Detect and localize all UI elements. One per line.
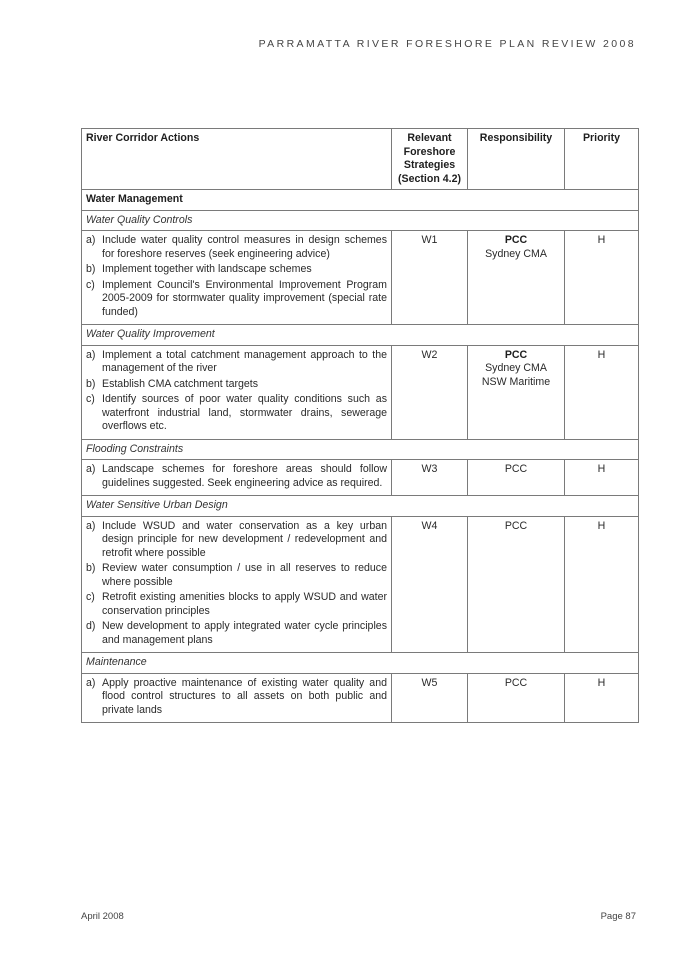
header-actions: River Corridor Actions bbox=[82, 129, 392, 190]
priority-cell: H bbox=[565, 516, 639, 653]
subsection-title: Water Sensitive Urban Design bbox=[82, 496, 639, 517]
responsibility-agency: PCC bbox=[504, 676, 528, 689]
strategy-cell: W1 bbox=[392, 231, 468, 325]
action-item bbox=[86, 263, 387, 277]
section-title: Water Management bbox=[82, 190, 639, 211]
action-item-label: a) bbox=[86, 348, 96, 361]
action-item-text: Retrofit existing amenities blocks to apply WSUD and water conservation principles bbox=[102, 591, 387, 617]
responsibility-agency: Sydney CMA bbox=[485, 362, 547, 374]
action-list bbox=[86, 349, 387, 434]
table-row bbox=[82, 345, 639, 439]
strategy-cell: W5 bbox=[392, 673, 468, 723]
action-item-label: c) bbox=[86, 393, 95, 405]
header-responsibility: Responsibility bbox=[468, 129, 565, 190]
actions-cell bbox=[82, 673, 392, 723]
action-item bbox=[86, 591, 387, 618]
subsection-title: Maintenance bbox=[82, 653, 639, 674]
action-item-text: Apply proactive maintenance of existing water quality and flood control structures to all assets on both public and private lands bbox=[102, 676, 387, 716]
action-item bbox=[86, 620, 387, 647]
action-item bbox=[86, 378, 387, 392]
actions-cell bbox=[82, 231, 392, 325]
action-item bbox=[86, 279, 387, 320]
action-item-text: Implement together with landscape schemes bbox=[102, 263, 312, 275]
action-item-label: a) bbox=[86, 234, 96, 246]
header-strategies-line: Strategies bbox=[403, 159, 456, 171]
action-item bbox=[86, 562, 387, 589]
subsection-row bbox=[82, 325, 639, 346]
priority-cell: H bbox=[565, 231, 639, 325]
action-item-text: Establish CMA catchment targets bbox=[102, 377, 259, 390]
action-item bbox=[86, 393, 387, 434]
action-item-label: a) bbox=[86, 676, 96, 689]
action-item-text: Identify sources of poor water quality conditions such as waterfront industrial land, stormwater drains, sewerage overflows etc. bbox=[102, 393, 387, 432]
action-item bbox=[86, 234, 387, 261]
action-item bbox=[86, 677, 387, 718]
action-item bbox=[86, 520, 387, 561]
footer-date: April 2008 bbox=[81, 911, 124, 922]
subsection-row bbox=[82, 439, 639, 460]
strategy-cell: W4 bbox=[392, 516, 468, 653]
header-priority: Priority bbox=[565, 129, 639, 190]
responsibility-cell bbox=[468, 345, 565, 439]
header-strategies-line: (Section 4.2) bbox=[398, 172, 461, 185]
responsibility-lead: PCC bbox=[504, 234, 528, 246]
header-strategies bbox=[392, 129, 468, 190]
responsibility-lead: PCC bbox=[504, 348, 528, 361]
responsibility-agency: PCC bbox=[504, 463, 528, 475]
actions-cell bbox=[82, 516, 392, 653]
action-item-label: d) bbox=[86, 620, 96, 632]
subsection-row bbox=[82, 496, 639, 517]
actions-cell bbox=[82, 345, 392, 439]
strategy-cell: W3 bbox=[392, 460, 468, 496]
actions-cell bbox=[82, 460, 392, 496]
action-item-text: Implement a total catchment management approach to the management of the river bbox=[102, 348, 387, 374]
action-list bbox=[86, 520, 387, 648]
page-header-title: PARRAMATTA RIVER FORESHORE PLAN REVIEW 2008 bbox=[258, 38, 636, 50]
subsection-row bbox=[82, 210, 639, 231]
action-list bbox=[86, 234, 387, 319]
action-item-text: Landscape schemes for foreshore areas should follow guidelines suggested. Seek engineering advice as required. bbox=[102, 463, 387, 489]
priority-cell: H bbox=[565, 345, 639, 439]
action-item-label: a) bbox=[86, 519, 96, 532]
action-list bbox=[86, 463, 387, 490]
action-item-text: Include water quality control measures in design schemes for foreshore reserves (seek engineering advice) bbox=[102, 234, 387, 260]
table-row bbox=[82, 231, 639, 325]
action-list bbox=[86, 677, 387, 718]
action-item-label: b) bbox=[86, 263, 96, 275]
responsibility-cell bbox=[468, 673, 565, 723]
responsibility-agency: PCC bbox=[504, 519, 528, 532]
responsibility-agency: NSW Maritime bbox=[481, 375, 551, 388]
priority-cell: H bbox=[565, 460, 639, 496]
responsibility-cell bbox=[468, 460, 565, 496]
action-item-label: c) bbox=[86, 278, 95, 291]
action-item bbox=[86, 463, 387, 490]
action-item-label: a) bbox=[86, 463, 96, 475]
action-item-text: New development to apply integrated water cycle principles and management plans bbox=[102, 620, 387, 646]
action-item-label: c) bbox=[86, 591, 95, 603]
table-row bbox=[82, 460, 639, 496]
responsibility-agency: Sydney CMA bbox=[485, 247, 547, 260]
table-row bbox=[82, 673, 639, 723]
subsection-title: Water Quality Improvement bbox=[82, 325, 639, 346]
river-corridor-actions-table bbox=[81, 128, 639, 723]
priority-cell: H bbox=[565, 673, 639, 723]
footer-page-number: Page 87 bbox=[600, 911, 636, 922]
subsection-row bbox=[82, 653, 639, 674]
responsibility-cell bbox=[468, 231, 565, 325]
action-item-label: b) bbox=[86, 562, 96, 574]
action-item-text: Implement Council's Environmental Improvement Program 2005-2009 for stormwater quality improvement (special rate funded) bbox=[102, 278, 387, 318]
strategy-cell: W2 bbox=[392, 345, 468, 439]
action-item-text: Review water consumption / use in all reserves to reduce where possible bbox=[102, 562, 387, 588]
subsection-title: Flooding Constraints bbox=[82, 439, 639, 460]
header-strategies-line: Foreshore bbox=[403, 145, 456, 158]
action-item-label: b) bbox=[86, 377, 96, 390]
table-header-row bbox=[82, 129, 639, 190]
table-row bbox=[82, 516, 639, 653]
subsection-title: Water Quality Controls bbox=[82, 210, 639, 231]
action-item bbox=[86, 349, 387, 376]
action-item-text: Include WSUD and water conservation as a key urban design principle for new development / redevelopment and retrofit where possible bbox=[102, 519, 387, 559]
section-row bbox=[82, 190, 639, 211]
responsibility-cell bbox=[468, 516, 565, 653]
header-strategies-line: Relevant bbox=[407, 132, 452, 144]
